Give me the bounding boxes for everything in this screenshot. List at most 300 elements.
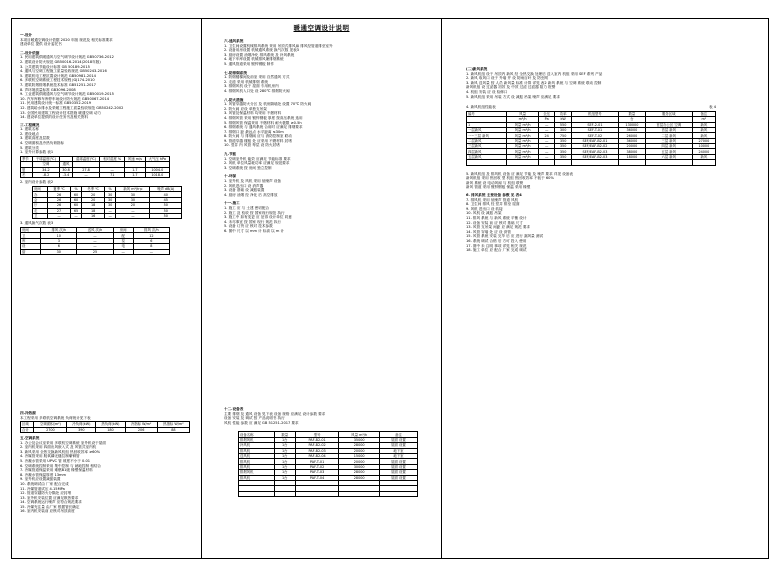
table-cell: 1018.0 <box>145 173 169 178</box>
table-cell: SEF/EAF-B2-01 <box>571 138 618 143</box>
table-cell: 房间 <box>21 227 41 232</box>
table-cell: 四层新风 <box>467 149 507 154</box>
table-cell: 编号 <box>467 111 507 116</box>
table-cell: 10 <box>41 233 77 238</box>
table-cell: 65 <box>70 208 81 213</box>
table-cell: 390 <box>67 427 96 432</box>
table-cell <box>379 491 417 496</box>
table-cell: 26 <box>48 203 71 208</box>
table-cell: — <box>538 127 554 132</box>
c3-s3-list <box>466 198 766 253</box>
c1-sec4-head: 四.冷热源 <box>20 411 36 415</box>
text-line: 1. 施工 应 与 土建 密切配合 <box>224 206 270 210</box>
text-line: 7. 排风机 采用 低噪声 管道 风机 <box>466 197 519 202</box>
c1-sec1-head: 一.设计 <box>20 33 33 37</box>
text-line: 8. 声环境质量标准 GB3096-2008 <box>20 87 76 92</box>
table-cell: 热负荷(kW) <box>96 422 125 427</box>
table-cell: 干球温度(℃) <box>32 156 60 161</box>
table-cell: 送风机 <box>239 453 275 458</box>
table-cell: 排烟风机 <box>239 437 275 442</box>
table-cell: 20 <box>116 203 150 208</box>
table-cell: 首层办公区 空调 <box>645 122 692 127</box>
table-cell: 走 <box>33 208 48 213</box>
table4-caption <box>466 105 716 110</box>
text-line: 新风 管道 采用 镀锌钢板 保温 采用 橡塑 <box>466 185 531 190</box>
text-line: 8. 卫生间 排风 经 竖井 排至 屋面 <box>466 202 520 207</box>
table4-label: 4. 新风机组性能表 <box>466 105 496 110</box>
c1-sec2-list <box>20 55 196 119</box>
text-line: 1. 民用建筑供暖通风与空气调节设计规范 GB50736-2012 <box>20 55 114 60</box>
table-load-summary <box>20 421 190 433</box>
table-cell: 服务区域 <box>645 111 692 116</box>
table-cell: 排风机 <box>239 475 275 480</box>
table-cell: 夏 <box>21 167 33 172</box>
table-cell: 通风 <box>60 162 73 167</box>
table-cell <box>274 491 295 496</box>
c2-s2-list <box>224 75 434 93</box>
text-line: 3. 排烟风机 设于 屋面 专用机房内 <box>224 84 279 89</box>
table-cell <box>507 160 539 165</box>
table-cell: 一~三层 新风 <box>467 133 507 138</box>
table-cell: 45 <box>150 197 182 202</box>
table-cell: kW <box>555 117 571 122</box>
table-cell: PAF-B2-04 <box>295 453 339 458</box>
table-cell: 热指标 W/m² <box>157 422 189 427</box>
table-cell: 30 <box>41 249 77 254</box>
table-cell: SEF/EAF-B2-02 <box>571 144 618 149</box>
text-line: 5. 建筑机电工程抗震设计规范 GB50981-2014 <box>20 73 96 78</box>
table-cell: — <box>77 233 113 238</box>
table-cell: 空调面积(m²) <box>34 422 67 427</box>
text-line: 3. 风管及保温材料 均采用 不燃材料 <box>224 111 282 116</box>
text-line: 3. 施工中 如有变更 应 征得 设计单位 同意 <box>224 215 292 220</box>
text-line: 4. 地下车库设置 机械排风兼排烟系统 <box>224 57 284 62</box>
table-cell: 泵 <box>113 238 133 243</box>
table-cell: — <box>70 213 81 218</box>
table-cell: 厨 <box>21 249 41 254</box>
table-cell: 风量 m³/h <box>507 133 539 138</box>
text-line: 10. 系统调试由 厂家 配合完成 <box>20 481 69 486</box>
text-line: 4. 排烟风管 采用 镀锌钢板 厚度 按高压系统 选用 <box>224 115 303 120</box>
table-cell: 25 <box>77 249 113 254</box>
table-cell: 设备名称 <box>239 432 275 437</box>
table-cell: 28000 <box>339 470 380 475</box>
table-cell: 18 <box>82 208 105 213</box>
text-line: 2. 走道 采用 机械排烟 系统 <box>224 79 268 84</box>
table-cell: 排风 次/h <box>133 227 169 232</box>
text-line: 12. 建筑给水排水及采暖工程施工质量验收规范 GB50242-2002 <box>20 105 124 110</box>
text-line: 8. 防火阀 与 排烟阀 应与 消防控制室 联动 <box>224 134 292 139</box>
table-cell: PAF-T-01 <box>295 459 339 464</box>
table-cell: 台 <box>618 117 645 122</box>
column-3 <box>442 19 768 558</box>
table-cell: 新风 m³/h·p <box>116 187 150 192</box>
text-line: 13. 风管 支吊架 间距 应 满足 规范 要求 <box>466 225 531 230</box>
table-cell: 350 <box>555 154 571 159</box>
table-cell: 一层新风 <box>467 127 507 132</box>
c1-sec2-head: 二.设计依据 <box>20 50 40 55</box>
table-cell: 88 <box>157 427 189 432</box>
table-cell: SEF-2-01 <box>571 122 618 127</box>
table-row <box>467 160 716 165</box>
text-line: 5. 设备 订货 应 核对 技术参数 <box>224 224 273 229</box>
table-cell: 配 <box>113 233 133 238</box>
table-cell: 三层新风 <box>467 144 507 149</box>
table-cell: 20000 <box>339 459 380 464</box>
c2-s3-list <box>224 102 434 148</box>
table-cell: 排风机 <box>239 464 275 469</box>
table-cell: 房间 <box>33 187 48 192</box>
text-line: 1. 卫生间设置机械排风系统 采用 吊顶式排风扇 排风经管道排至室外 <box>224 43 333 48</box>
table-cell: 1台 <box>274 437 295 442</box>
table-cell: 71 <box>100 173 125 178</box>
table-cell: PAF-T-02 <box>295 464 339 469</box>
table-cell <box>467 160 507 165</box>
text-line: 6. 空调系统控制采用 集中控制 与 就地控制 相结合 <box>20 463 102 468</box>
text-line: 9. 室外机应设置减振装置 <box>20 477 61 482</box>
text-line: 5. 建筑分类 <box>20 145 39 150</box>
c1-sec3-list <box>20 127 196 150</box>
table-cell: — <box>538 154 554 159</box>
table-cell: 38000 <box>618 149 645 154</box>
c1-bottom <box>20 411 196 514</box>
table-cell: 30 <box>104 197 115 202</box>
table-air-changes <box>20 227 170 255</box>
table-cell: 60 <box>70 197 81 202</box>
text-line: 9. 管道穿越 楼板 处 应采用 不燃材料 封堵 <box>224 138 292 143</box>
table-cell <box>555 160 571 165</box>
c1-sec5-head: 五.空调系统 <box>20 435 40 440</box>
text-line: 4. 厨房 油烟 经 净化 后 高空排放 <box>224 192 278 197</box>
table-cell: 排烟风机 <box>239 470 275 475</box>
text-line: 4. 通风与空调工程施工质量验收规范 GB50243-2016 <box>20 69 107 74</box>
table-cell: 2700 <box>34 427 67 432</box>
table-cell <box>645 160 692 165</box>
table-cell: -3.4 <box>60 173 73 178</box>
drawing-sheet <box>11 18 769 559</box>
table-row <box>21 427 190 432</box>
table-cell: 20000 <box>618 144 645 149</box>
table-cell: 风量 m³/h <box>507 122 539 127</box>
table-cell: PAF-B2-01 <box>295 437 339 442</box>
table-cell: 15000 <box>339 453 380 458</box>
table-cell: 办 <box>33 192 48 197</box>
table-cell: 冷指标 W/m² <box>125 422 157 427</box>
text-line: 14. 风管 穿墙 处 应 设 套管 <box>466 229 511 234</box>
table-cell: 20000 <box>339 448 380 453</box>
text-line: 18. 施工 单位 应 配合 厂家 完成 调试 <box>466 248 527 253</box>
table-cell: — <box>77 238 113 243</box>
table3-label: 3. 通风换气次数 表3 <box>20 221 54 226</box>
c1-line: 本项目暖通空调设计依据 2020 年版 规范及 相关标准要求 <box>20 37 113 42</box>
table-cell: 数量 <box>618 111 645 116</box>
text-line: 2. 建设地点 <box>20 131 39 136</box>
c1-sec5-list <box>20 441 196 515</box>
text-line: 1. 防烟楼梯间及前室 采用 自然通风 方式 <box>224 75 290 80</box>
table-cell: 新风 <box>692 122 715 127</box>
text-line: 3. 设备 基础 设 减振装置 <box>224 188 265 193</box>
table-cell: 送风 次/h <box>77 227 113 232</box>
text-line: 2. 新风 取风口 设于 外墙 并 设 防雨百叶 及 防虫网 <box>466 76 548 81</box>
table-cell: 30000 <box>339 464 380 469</box>
table-cell: 130000 <box>618 122 645 127</box>
table-cell: 750 <box>555 133 571 138</box>
sheet-title: 暖通空调设计说明 <box>293 24 350 32</box>
c2-s7-head: 十二.设备表 <box>224 407 244 411</box>
table-cell: 1台 <box>274 443 295 448</box>
text-line: 5. 新风机组 及 排风机 设备 应 满足 节能 及 噪声 要求 详见 设备表 <box>466 171 573 176</box>
text-line: 10. 竖井 内 风管 每层 设 防火封堵 <box>224 143 280 148</box>
table-cell: 房间 <box>113 227 133 232</box>
table-cell: m³/h <box>507 117 539 122</box>
text-line: 风机 性能 参数 应 满足 GB 51251-2017 要求 <box>224 420 299 425</box>
text-line: 15. 冷媒充注量 由厂家 根据管长确定 <box>20 504 80 509</box>
text-line: 新风机组 采用 热回收 型 机组 热回收效率 不低于 60% <box>466 176 554 181</box>
table-cell: 冬 <box>21 173 33 178</box>
text-line: 16. 系统 调试 合格 后 方可 投入 使用 <box>466 238 527 243</box>
table-cell: 风量 m³/h <box>507 149 539 154</box>
table-cell: 空调 <box>32 162 60 167</box>
c3-s1-head: (二)新风系统 <box>466 67 488 71</box>
c2-top <box>224 39 434 234</box>
text-line: 7. 建筑防烟排烟系统技术标准 GB51251-2017 <box>20 82 96 87</box>
table-cell: Pa <box>538 117 554 122</box>
table-cell: 550 <box>555 122 571 127</box>
text-line: 7. 排烟口 距 最远点 水平距离 ≤30m <box>224 129 284 134</box>
table-cell: 1004.0 <box>145 167 169 172</box>
table-cell: 26 <box>48 197 71 202</box>
table-cell: — <box>538 138 554 143</box>
c1-line: 本工程采用 多联机空调系统 负荷统计见下表 <box>20 415 91 420</box>
table-cell: 风量 m³/h <box>507 144 539 149</box>
table-cell: 12 <box>133 233 169 238</box>
table-cell: 16 <box>82 213 105 218</box>
table-outdoor-params <box>20 156 170 179</box>
table-cell: 地下室 <box>379 448 417 453</box>
table-cell: — <box>104 208 115 213</box>
table-cell: PAF-B2-02 <box>295 443 339 448</box>
text-line: 9. 工业建筑供暖通风与空气调节设计规范 GB50019-2015 <box>20 92 114 97</box>
c3-s1-list <box>466 72 766 100</box>
table-cell: 300 <box>555 127 571 132</box>
table-cell: 1台 <box>274 475 295 480</box>
text-line: 3. 建筑高度及层数 <box>20 136 50 141</box>
table-cell: % <box>104 187 115 192</box>
table-cell: 地下室 <box>379 453 417 458</box>
text-line: 11. 排风 系统 与 新风 系统 平衡 设计 <box>466 216 527 220</box>
text-line: 6. 图中 尺寸 以 mm 计 标高 以 m 计 <box>224 228 285 233</box>
table-cell: 10000 <box>692 144 715 149</box>
table-cell: 屋面 设置 <box>379 464 417 469</box>
table-cell: 27000 <box>692 138 715 143</box>
table-cell <box>339 491 380 496</box>
table-cell: 夏季 ℃ <box>48 187 71 192</box>
table-cell: 卫 <box>33 213 48 218</box>
text-line: 新风 系统 设 电动风阀 与 机组 联锁 <box>466 180 524 185</box>
text-line: 8. 冷凝水管保温厚度 13mm <box>20 472 67 477</box>
c2-s6-list <box>224 206 434 234</box>
table-cell: 会 <box>33 197 48 202</box>
table-cell: 18 <box>82 203 105 208</box>
table-cell: 库 <box>21 238 41 243</box>
table-cell: 二层 新风 <box>645 133 692 138</box>
table-cell: 排风机 <box>239 448 275 453</box>
table-cell: 四层 新风 <box>645 144 692 149</box>
table-cell: — <box>116 213 150 218</box>
table-cell <box>239 491 275 496</box>
table-cell: PAF-T-04 <box>295 475 339 480</box>
text-line: 4. 冷媒管采用 脱氧磷无缝拉制紫铜管 <box>20 454 80 459</box>
text-line: 5. 通风管道采用 镀锌钢板 制作 <box>224 61 274 66</box>
table-cell: m² <box>692 117 715 122</box>
table-cell: SEF-T-02 <box>571 133 618 138</box>
c3-s2-list <box>466 172 766 190</box>
table-cell: 备注 <box>692 111 715 116</box>
table-cell: 206 <box>125 427 157 432</box>
text-line: 3. 公共建筑节能设计标准 GB 50189-2015 <box>20 64 90 69</box>
table-cell: — <box>104 213 115 218</box>
table-cell: 风量 <box>507 111 539 116</box>
table-cell: 风量 m³/h <box>339 432 380 437</box>
table-cell <box>295 491 339 496</box>
table-cell: 30 <box>104 203 115 208</box>
text-line: 5. 排烟风管 保温采用 不燃材料 耐火极限 ≥0.5h <box>224 120 302 125</box>
table-cell: 27.8 <box>72 167 100 172</box>
c2-s7-list <box>224 412 434 426</box>
table-cell: — <box>133 249 169 254</box>
table-cell: 20 <box>82 192 105 197</box>
table-cell: — <box>113 249 133 254</box>
table-equipment <box>238 431 418 497</box>
table-cell: 风量 m³/h <box>507 127 539 132</box>
table-cell: 风量 m³/h <box>507 154 539 159</box>
text-line: 2. 防火阀 应设 单独支吊架 <box>224 106 267 111</box>
table-cell: 大气压 hPa <box>145 156 169 161</box>
c2-s1-list <box>224 44 434 67</box>
table-cell: 屋面 设置 <box>379 443 417 448</box>
table-cell: 40 <box>150 192 182 197</box>
table-row <box>21 173 170 178</box>
text-line: 1. 办公及会议室采用 多联机空调系统 室外机设于屋面 <box>20 440 106 445</box>
text-line: 12. 管道穿越防火分隔处 应封堵 <box>20 491 72 496</box>
table-cell: 全压 <box>538 111 554 116</box>
table-cell: 1台 <box>274 459 295 464</box>
table-cell: 1.7 <box>125 167 145 172</box>
text-line: 2. 室内机采用 四面出风嵌入式 及 风管式室内机 <box>20 445 97 450</box>
table-cell: 厅 <box>33 203 48 208</box>
text-line: 13. 全国民用建筑工程设计技术措施 暖通空调 动力 <box>20 110 102 115</box>
text-line: 5. 新风机组 采用 吊装 方式 设 减振 吊架 噪声 应满足 要求 <box>466 94 560 99</box>
text-line: 1. 风管穿越防火分区 及 机房隔墙处 设置 70℃ 防火阀 <box>224 102 312 107</box>
table-cell: 三层 新风 <box>645 138 692 143</box>
table-cell: % <box>70 187 81 192</box>
text-line: 9. 风机 进出口 设 软接 <box>466 206 503 211</box>
table-fresh-air-units <box>466 111 716 166</box>
table-cell: 34.2 <box>32 167 60 172</box>
table-cell: 合计 <box>21 427 34 432</box>
text-line: 3. 新风 送风量 按 人员 新风量 标准 计算 详见 表2 新风 系统 与 空调 系统 联动 控制 <box>466 80 602 85</box>
c3-s3-head: 6. 排风系统 主要设备 参数 见 表4 <box>466 193 522 198</box>
text-line: 主要 排烟 及 通风 设备 见下表 设备 规格 应满足 设计参数 要求 <box>224 411 326 416</box>
text-line: 17. 图中 未 注明 事项 详见 相关 规范 <box>466 243 527 248</box>
text-line: 14. 建设单位提供的设计任务书及相关资料 <box>20 115 88 120</box>
table-cell: 首层 新风 <box>645 127 692 132</box>
text-line: 4. 空调面积及冷热负荷指标 <box>20 141 65 146</box>
text-line: 3. 新风采用 全热交换新风机组 热回收效率 ≥60% <box>20 449 101 454</box>
table-cell: 设 <box>21 244 41 249</box>
table-cell: 8 <box>133 244 169 249</box>
column-2 <box>202 19 442 558</box>
text-line: 1. 建筑名称 <box>20 127 39 132</box>
table-cell: — <box>77 244 113 249</box>
table-cell: 补风机 <box>239 443 275 448</box>
table-cell: PAF-T-03 <box>295 470 339 475</box>
text-line: 12. 设备 安装 前 应 核对 基础 尺寸 <box>466 220 523 225</box>
text-line: 1. 新风机组 设于 吊顶内 新风 经 全热交换 处理后 送入室内 机组 采用 SEF 系列 产品 <box>466 71 603 76</box>
table-cell: 1台 <box>274 453 295 458</box>
text-line: 10. 风机 设 减振 吊架 <box>466 211 502 216</box>
table-cell: 风量 m³/h <box>507 138 539 143</box>
table-cell: 60 <box>70 192 81 197</box>
table-cell: 季节 <box>21 156 33 161</box>
table-cell: 30 <box>116 192 150 197</box>
table-cell: 1 <box>467 122 507 127</box>
table-cell: 六层 新风 <box>645 154 692 159</box>
table-cell: 备注 <box>379 432 417 437</box>
table-cell: 新风 <box>692 133 715 138</box>
text-line: 4. 机组 安装 应 设 检修口 <box>466 89 508 94</box>
c2-s4-head: 九.节能 <box>224 152 237 157</box>
c2-bottom <box>224 407 434 497</box>
table-cell: 36000 <box>618 138 645 143</box>
table-cell: 五层新风 <box>467 154 507 159</box>
table-cell <box>571 160 618 165</box>
c2-s6-head: 十一.施工 <box>224 201 240 206</box>
text-line: 11. 冷媒管道试压 4.15MPa <box>20 486 65 491</box>
c2-s3-head: 八.防火措施 <box>224 97 244 102</box>
text-line: 2. 风机进出口 设 消声器 <box>224 183 264 188</box>
table-cell: 6 <box>133 238 169 243</box>
table-cell: — <box>72 173 100 178</box>
table-cell: 180 <box>96 427 125 432</box>
text-line: 3. 空调系统 按 房间 独立控制 <box>224 165 272 170</box>
table-cell: 20 <box>82 197 105 202</box>
table-cell: -8.2 <box>32 173 60 178</box>
text-line: 1. 室外机 及 风机 采用 低噪声 设备 <box>224 179 282 184</box>
table-cell: 1台 <box>274 464 295 469</box>
table-cell: 屋面 设置 <box>379 437 417 442</box>
text-line: 设备 安装 及 调试 按 产品说明书 执行 <box>224 416 285 421</box>
text-line: 2. 风机 单位风量耗功率 应满足 规范要求 <box>224 161 290 166</box>
table-cell: 1台 <box>274 448 295 453</box>
table1-label: 1. 室外计算参数 表1 <box>20 150 54 155</box>
table-cell: 排风 次/h <box>41 227 77 232</box>
table-cell: 24000 <box>692 149 715 154</box>
text-line: 4. 排烟风机入口处 设 280℃ 排烟防火阀 <box>224 88 290 93</box>
table-cell: 型号 <box>295 432 339 437</box>
table-row <box>239 491 418 496</box>
table-cell: 屋面 设置 <box>379 475 417 480</box>
table-cell: 6 <box>41 244 77 249</box>
c2-s2-head: 七.防排烟系统 <box>224 70 247 75</box>
text-line: 13. 室外机安装位置 应满足散热要求 <box>20 495 79 500</box>
table-cell: 36000 <box>618 127 645 132</box>
table-cell: 30 <box>104 192 115 197</box>
text-line: 16. 室内机安装前 应核对吊顶高度 <box>20 509 75 514</box>
table-cell: 屋面 设置 <box>379 470 417 475</box>
table-cell: SEF/EAF-B2-03 <box>571 154 618 159</box>
table-cell: 60 <box>70 203 81 208</box>
